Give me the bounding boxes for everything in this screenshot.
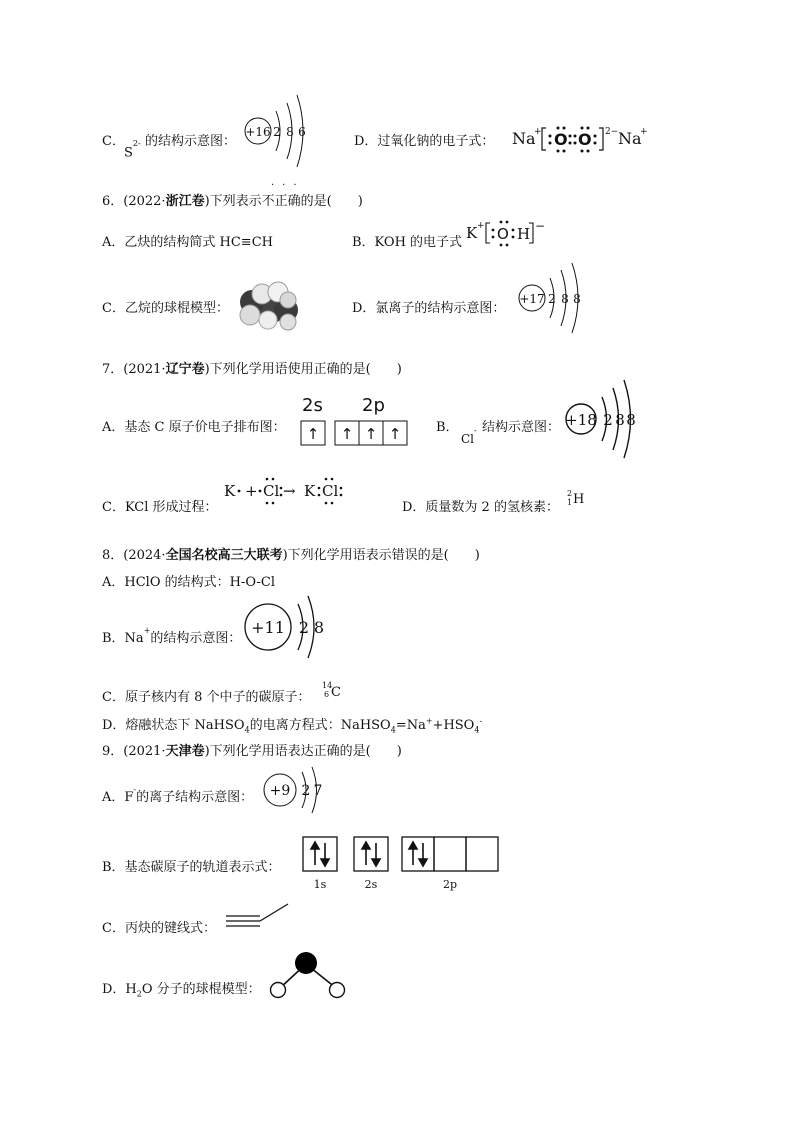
q6-option-d-label: D．氯离子的结构示意图：	[352, 301, 506, 316]
q6-emphasis-dots: ···	[271, 180, 305, 191]
svg-text:↑: ↑	[364, 425, 378, 443]
svg-text:8: 8	[573, 292, 581, 306]
q6-b-koh-formula	[466, 218, 556, 248]
q7-option-d-label: D．质量数为 2 的氢核素：	[402, 500, 559, 515]
svg-text:2: 2	[273, 125, 281, 139]
svg-text:Na: Na	[618, 129, 642, 148]
q5-c-text: 的结构示意图：	[145, 134, 237, 149]
q7-a-orbital-boxes	[300, 420, 412, 446]
propyne-skeletal-formula	[224, 902, 290, 932]
svg-text:2: 2	[603, 411, 613, 429]
q9-option-d-label: D．$H_2O$ 分子的球棍模型：	[102, 982, 261, 999]
svg-text:O: O	[497, 225, 509, 243]
svg-text:+: +	[640, 127, 648, 137]
q7-b-atom-diagram	[562, 380, 640, 460]
svg-text:↑: ↑	[340, 425, 354, 443]
svg-text:8: 8	[626, 411, 636, 429]
svg-text:↑: ↑	[306, 425, 320, 443]
svg-text:→: →	[283, 482, 296, 500]
svg-text:+: +	[534, 127, 542, 137]
q7-stem: 7．(2021·辽宁卷)下列化学用语使用正确的是( )	[102, 362, 402, 377]
svg-text:1s: 1s	[313, 878, 327, 891]
q9-option-c-label: C．丙炔的键线式：	[102, 921, 216, 936]
q6-d-atom-diagram	[516, 263, 588, 333]
svg-text:2s: 2s	[364, 878, 378, 891]
svg-text:Na: Na	[512, 129, 536, 148]
q8-option-d: D．熔融状态下 NaHSO$_4$的电离方程式：$NaHSO_4=Na^++HSO_4^-$	[102, 716, 483, 735]
svg-text:O: O	[578, 130, 592, 149]
svg-text:Cl: Cl	[322, 482, 339, 500]
q8-option-c-label: C．原子核内有 8 个中子的碳原子：	[102, 690, 311, 705]
q6-option-b-label: B．KOH 的电子式	[352, 235, 463, 250]
svg-text:H: H	[517, 225, 531, 243]
q7-option-b-label: B．	[436, 420, 459, 435]
svg-text:K: K	[304, 482, 316, 500]
q7-b-text: 结构示意图：	[482, 420, 561, 435]
svg-text:+9: +9	[269, 783, 291, 799]
svg-text:2p: 2p	[442, 878, 458, 891]
water-ball-stick-model	[268, 950, 348, 1000]
q8-stem: 8．(2024·全国名校高三大联考)下列化学用语表示错误的是( )	[102, 548, 480, 563]
q9-b-orbital-diagram	[302, 836, 502, 894]
q9-option-b-label: B．基态碳原子的轨道表示式：	[102, 860, 281, 875]
q9-a-ion-diagram	[262, 766, 332, 814]
svg-text:+17: +17	[519, 292, 545, 306]
svg-text:8: 8	[561, 292, 569, 306]
q6-emphasis: 不正确	[261, 194, 301, 209]
q7-option-c-label: C．KCl 形成过程：	[102, 500, 218, 515]
q7-option-a-label: A．基态 C 原子价电子排布图：	[102, 420, 286, 435]
svg-text:2: 2	[548, 292, 556, 306]
q5-c-ion: $S^{2-}$	[124, 139, 141, 161]
q8-b-atom-diagram	[244, 594, 334, 660]
svg-text:K: K	[466, 224, 478, 242]
svg-text:7: 7	[313, 783, 323, 799]
svg-text:6: 6	[298, 125, 306, 139]
q8-c-nuclide: 14 6 C	[322, 681, 341, 700]
q6-option-c-label: C．乙烷的球棍模型：	[102, 301, 229, 316]
svg-text:K: K	[224, 482, 236, 500]
svg-text:8: 8	[313, 618, 325, 637]
q5-option-c-label: C．	[102, 134, 125, 149]
svg-text:2: 2	[301, 783, 311, 799]
svg-text:↑: ↑	[388, 425, 402, 443]
q8-option-a: A．HClO 的结构式：H-O-Cl	[102, 575, 275, 590]
q7-d-nuclide: 2 1 H	[567, 489, 585, 507]
q9-option-a-label: A．F-的离子结构示意图：	[102, 784, 254, 805]
svg-text:O: O	[554, 130, 568, 149]
ethane-space-filling-model	[238, 282, 300, 330]
q6-stem: 6．(2022·浙江卷)下列表示不正确的是( )	[102, 194, 363, 209]
svg-text:8: 8	[615, 411, 625, 429]
nucleus-charge: +16	[245, 125, 271, 139]
svg-text:2−: 2−	[605, 127, 619, 137]
q7-a-2p-label: 2p	[362, 395, 385, 416]
q7-b-ion: Cl-	[461, 426, 477, 446]
q5-option-d-label: D．过氧化钠的电子式：	[354, 134, 495, 149]
svg-text:8: 8	[286, 125, 294, 139]
q9-stem: 9．(2021·天津卷)下列化学用语表达正确的是( )	[102, 744, 402, 759]
q5-c-atom-diagram	[242, 95, 312, 165]
q5-d-na2o2-formula	[512, 120, 652, 156]
svg-text:−: −	[535, 219, 546, 233]
svg-text:+18: +18	[565, 411, 597, 429]
svg-text:Cl: Cl	[263, 482, 280, 500]
svg-text:+11: +11	[251, 618, 285, 637]
svg-text:+: +	[477, 221, 485, 231]
q8-option-b-label: B．Na+的结构示意图：	[102, 625, 242, 646]
svg-text:+: +	[245, 482, 258, 500]
q6-option-a: A．乙炔的结构简式 HC≡CH	[102, 235, 273, 250]
svg-text:2: 2	[298, 618, 310, 637]
q7-a-2s-label: 2s	[302, 395, 323, 416]
q7-c-kcl-formation	[224, 476, 354, 506]
